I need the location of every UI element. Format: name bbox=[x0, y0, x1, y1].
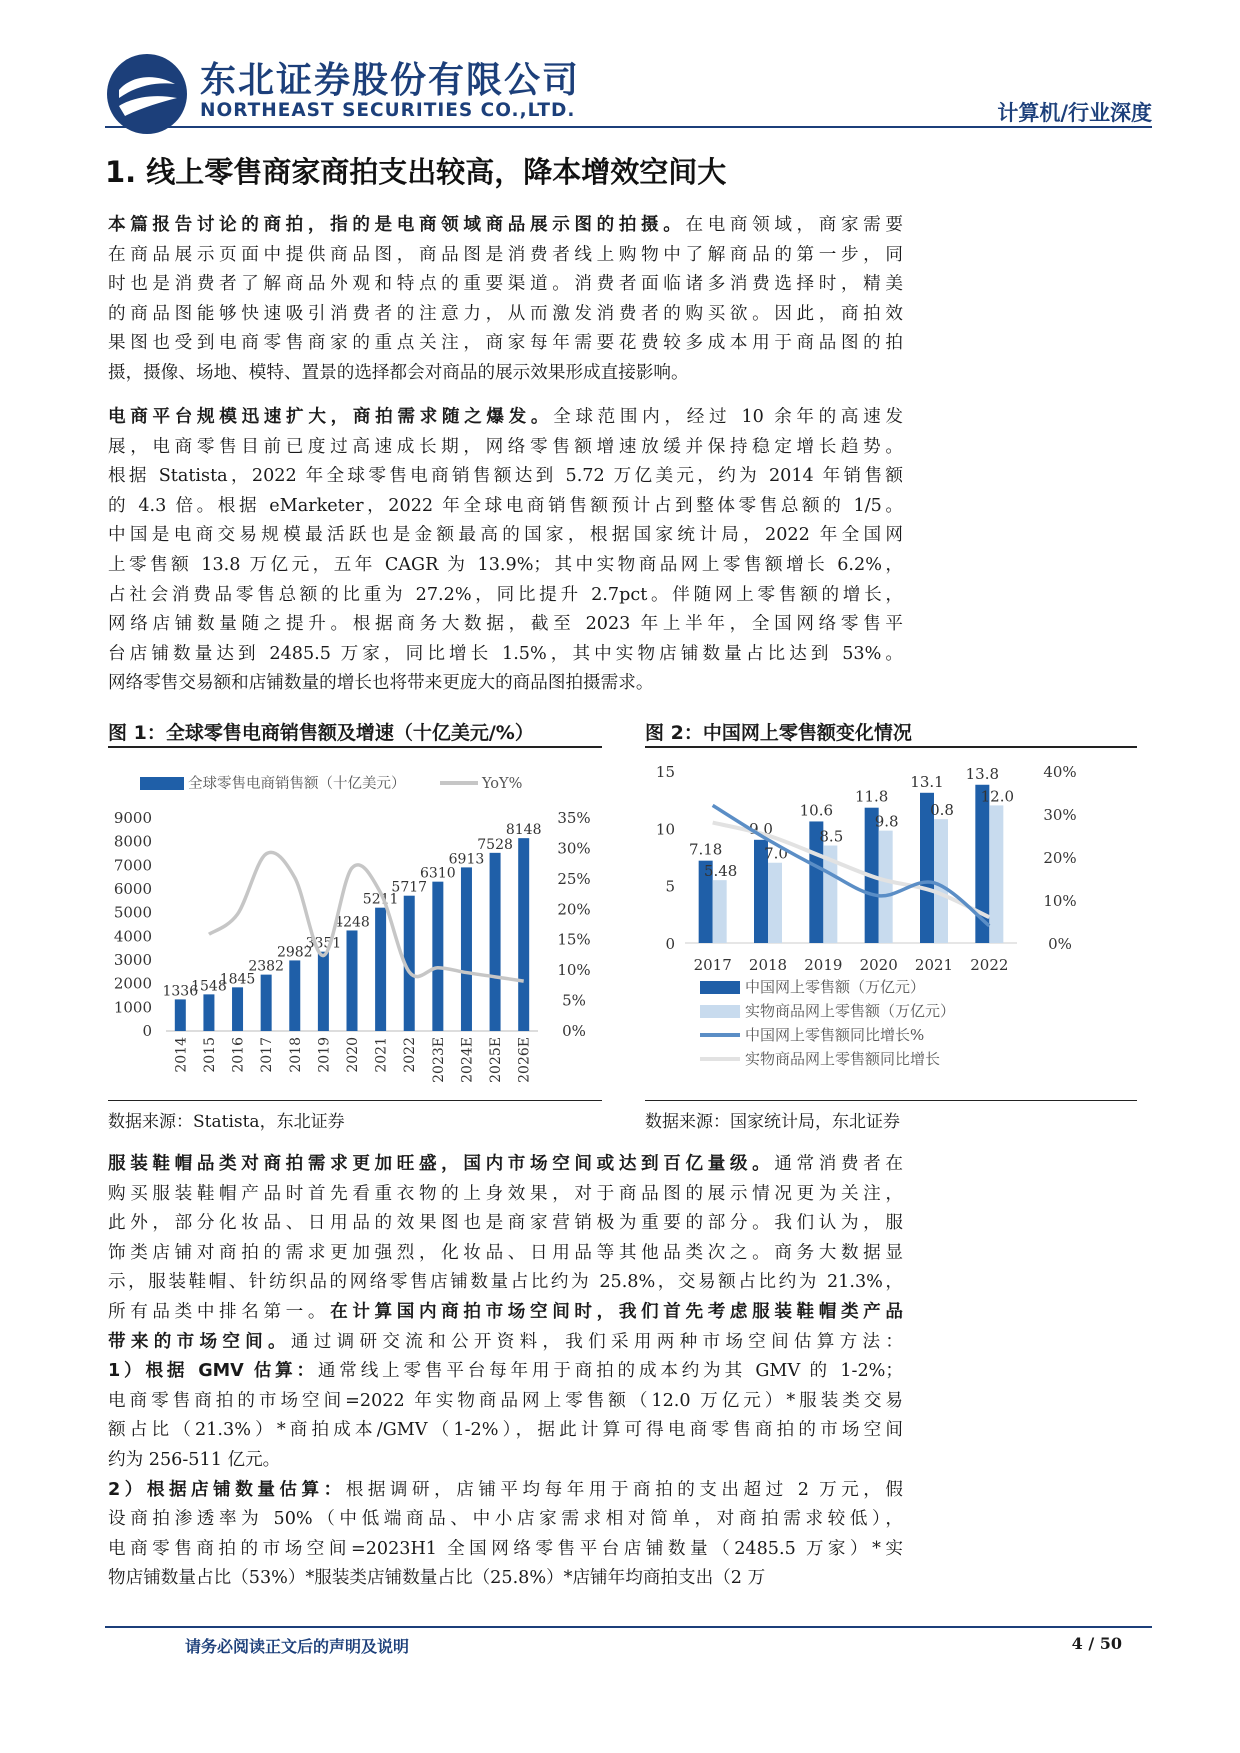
text-span: 全球范围内，经过 10 余年的高速发 bbox=[553, 407, 903, 427]
bar bbox=[175, 999, 186, 1031]
x-tick-label: 2023E bbox=[430, 1037, 447, 1083]
text-span: 设商拍渗透率为 50%（中低端商品、中小店家需求相对简单，对商拍需求较低）， bbox=[108, 1509, 903, 1530]
y-tick-label: 3000 bbox=[113, 951, 152, 969]
bar bbox=[232, 987, 243, 1031]
text-line bbox=[108, 1564, 903, 1594]
y2-tick-label: 30% bbox=[557, 839, 591, 858]
bold-text: 服装鞋帽品类对商拍需求更加旺盛，国内市场空间或达到百亿量级。 bbox=[108, 1154, 775, 1174]
legend-swatch bbox=[700, 981, 740, 994]
paragraph-1 bbox=[108, 211, 903, 389]
header-divider bbox=[105, 126, 1152, 128]
text-line: 在商品展示页面中提供商品图，商品图是消费者线上购物中了解商品的第一步，同 bbox=[108, 244, 903, 265]
text-line bbox=[108, 1535, 903, 1565]
y2-tick-label: 40% bbox=[1043, 763, 1077, 781]
y-tick-label: 2000 bbox=[113, 974, 152, 993]
bar-value-label: 2382 bbox=[248, 958, 284, 975]
x-tick-label: 2019 bbox=[804, 956, 843, 974]
text-line bbox=[108, 1357, 903, 1387]
y-tick-label: 4000 bbox=[113, 927, 152, 946]
text-line: 占社会消费品零售总额的比重为 27.2%，同比提升 2.7pct。伴随网上零售额的增长， bbox=[108, 584, 903, 605]
legend-line-label: YoY% bbox=[482, 776, 523, 792]
bar-physical-goods bbox=[934, 819, 948, 943]
page-number: 4 / 50 bbox=[1071, 1634, 1122, 1653]
text-span: 电商零售商拍的市场空间=2022 年实物商品网上零售额（12.0 万亿元）*服装类交易 bbox=[108, 1390, 903, 1411]
text-line bbox=[108, 1476, 903, 1506]
text-span: 通常线上零售平台每年用于商拍的成本约为其 GMV 的 1-2%； bbox=[317, 1361, 903, 1382]
y-tick-label: 5000 bbox=[113, 903, 152, 922]
text-line bbox=[108, 1446, 903, 1476]
x-tick-label: 2020 bbox=[859, 956, 898, 974]
text-span: 通常消费者在 bbox=[774, 1154, 903, 1174]
x-tick-label: 2021 bbox=[914, 956, 954, 974]
y-tick-label: 10 bbox=[655, 820, 675, 839]
bar bbox=[289, 960, 300, 1031]
paragraph-2 bbox=[108, 403, 903, 699]
y2-tick-label: 25% bbox=[557, 869, 591, 888]
bar bbox=[461, 867, 472, 1031]
bold-text: 带来的市场空间。 bbox=[108, 1331, 291, 1352]
y-tick-label: 0 bbox=[142, 1022, 152, 1040]
x-tick-label: 2021 bbox=[373, 1037, 390, 1073]
x-tick-label: 2019 bbox=[316, 1037, 333, 1073]
text-span: 约为 256-511 亿元。 bbox=[108, 1449, 281, 1470]
figure-1-chart bbox=[108, 750, 602, 1095]
y2-tick-label: 0% bbox=[562, 1022, 586, 1040]
text-line bbox=[108, 1298, 903, 1328]
y2-tick-label: 0% bbox=[1048, 935, 1072, 953]
text-span: 根据调研，店铺平均每年用于商拍的支出超过 2 万元，假 bbox=[345, 1479, 903, 1500]
y2-tick-label: 20% bbox=[1043, 849, 1077, 867]
text-line: 的 4.3 倍。根据 eMarketer，2022 年全球电商销售额预计占到整体零售总额的 1/5。 bbox=[108, 495, 903, 516]
y-tick-label: 5 bbox=[665, 877, 675, 896]
bar-value-label: 7.18 bbox=[688, 840, 723, 859]
text-line bbox=[108, 1180, 903, 1210]
text-line bbox=[108, 1209, 903, 1239]
text-line bbox=[108, 1387, 903, 1417]
bar bbox=[261, 975, 272, 1031]
bar-value-label: 12.0 bbox=[980, 787, 1015, 806]
bar-value-label: 6310 bbox=[420, 865, 456, 882]
x-tick-label: 2026E bbox=[516, 1037, 533, 1083]
bar-value-label: 1845 bbox=[219, 971, 256, 988]
bar-value-label: 5211 bbox=[362, 891, 399, 908]
x-tick-label: 2022 bbox=[402, 1037, 419, 1073]
text-line bbox=[108, 1150, 903, 1180]
bar-value-label: 9.8 bbox=[874, 812, 899, 831]
text-span: 额占比（21.3%）*商拍成本/GMV（1-2%），据此计算可得电商零售商拍的市场空间 bbox=[108, 1420, 903, 1441]
bold-text: 2）根据店铺数量估算： bbox=[108, 1479, 346, 1500]
text-line: 果图也受到电商零售商家的重点关注，商家每年需要花费较多成本用于商品图的拍 bbox=[108, 333, 903, 354]
footer-disclaimer: 请务必阅读正文后的声明及说明 bbox=[185, 1637, 410, 1656]
legend-label: 中国网上零售额同比增长% bbox=[745, 1026, 925, 1044]
x-tick-label: 2017 bbox=[259, 1037, 276, 1073]
x-tick-label: 2018 bbox=[748, 956, 788, 974]
bar bbox=[375, 908, 386, 1031]
x-tick-label: 2018 bbox=[287, 1037, 304, 1073]
y-tick-label: 6000 bbox=[113, 880, 152, 898]
bar-value-label: 0.8 bbox=[930, 801, 954, 820]
text-line: 时也是消费者了解商品外观和特点的重要渠道。消费者面临诸多消费选择时，精美 bbox=[108, 274, 903, 295]
text-line: 网络店铺数量随之提升。根据商务大数据，截至 2023 年上半年，全国网络零售平 bbox=[108, 614, 903, 635]
bar-value-label: 4248 bbox=[334, 914, 370, 931]
bar-physical-goods bbox=[989, 805, 1003, 943]
bold-text: 1）根据 GMV 估算： bbox=[108, 1361, 318, 1382]
text-line: 展，电商零售目前已度过高速成长期，网络零售额增速放缓并保持稳定增长趋势。 bbox=[108, 436, 903, 457]
legend-bar-swatch bbox=[140, 777, 184, 790]
y2-tick-label: 10% bbox=[557, 961, 591, 980]
text-line: 根据 Statista，2022 年全球零售电商销售额达到 5.72 万亿美元，约为 2014 年销售额 bbox=[108, 466, 903, 487]
company-name-cn: 东北证券股份有限公司 bbox=[200, 60, 581, 101]
x-tick-label: 2014 bbox=[173, 1037, 190, 1073]
y-tick-label: 1000 bbox=[113, 998, 152, 1017]
text-line bbox=[108, 1505, 903, 1535]
text-line: 网络零售交易额和店铺数量的增长也将带来更庞大的商品图拍摄需求。 bbox=[108, 673, 654, 694]
y-tick-label: 15 bbox=[655, 763, 675, 781]
bar-value-label: 1336 bbox=[162, 983, 199, 1000]
bar-value-label: 8148 bbox=[505, 822, 542, 839]
x-tick-label: 2015 bbox=[201, 1037, 218, 1073]
bold-text: 在计算国内商拍市场空间时，我们首先考虑服装鞋帽类产品 bbox=[330, 1301, 903, 1322]
figure-2-source: 数据来源：国家统计局，东北证券 bbox=[645, 1112, 900, 1132]
bar bbox=[203, 994, 214, 1031]
bar-physical-goods bbox=[879, 831, 893, 943]
bar-value-label: 5717 bbox=[391, 879, 428, 896]
bar bbox=[490, 853, 501, 1031]
x-tick-label: 2025E bbox=[488, 1037, 505, 1083]
text-line bbox=[108, 1239, 903, 1269]
legend-swatch bbox=[700, 1005, 740, 1018]
bar-value-label: 6913 bbox=[448, 851, 485, 868]
legend-label: 实物商品网上零售额（万亿元） bbox=[745, 1002, 956, 1020]
y-tick-label: 9000 bbox=[113, 809, 152, 827]
text-span: 饰类店铺对商拍的需求更加强烈，化妆品、日用品等其他品类次之。商务大数据显 bbox=[108, 1242, 903, 1263]
legend-label: 中国网上零售额（万亿元） bbox=[745, 978, 926, 996]
section-title: 1. 线上零售商家商拍支出较高，降本增效空间大 bbox=[105, 155, 727, 189]
bar bbox=[432, 882, 443, 1031]
y2-tick-label: 30% bbox=[1043, 806, 1077, 824]
text-span: 所有品类中排名第一。 bbox=[108, 1301, 331, 1322]
bar-value-label: 7.0 bbox=[764, 844, 788, 863]
figure-2-chart bbox=[645, 750, 1137, 1095]
text-line: 台店铺数量达到 2485.5 万家，同比增长 1.5%，其中实物店铺数量占比达到 53%。 bbox=[108, 643, 903, 664]
bar bbox=[318, 952, 329, 1031]
bar-physical-goods bbox=[768, 863, 782, 943]
bar-value-label: 1548 bbox=[191, 978, 227, 995]
text-span: 通过调研交流和公开资料，我们采用两种市场空间估算方法： bbox=[290, 1331, 903, 1352]
figure-1-rule bbox=[108, 746, 602, 748]
figure-2-rule bbox=[645, 746, 1137, 748]
bar-value-label: 11.8 bbox=[854, 787, 889, 806]
bar-value-label: 2982 bbox=[276, 944, 313, 961]
y2-tick-label: 20% bbox=[557, 900, 591, 919]
y-tick-label: 0 bbox=[665, 935, 675, 953]
bar bbox=[347, 930, 358, 1031]
text-span: 电商零售商拍的市场空间=2023H1 全国网络零售平台店铺数量（2485.5 万家）*实 bbox=[108, 1538, 903, 1559]
y2-tick-label: 10% bbox=[1043, 892, 1077, 910]
bar-value-label: 7528 bbox=[477, 836, 513, 853]
bar-value-label: 13.8 bbox=[965, 764, 1000, 783]
text-span: 示，服装鞋帽、针纺织品的网络零售店铺数量占比约为 25.8%，交易额占比约为 21.3%， bbox=[108, 1272, 903, 1293]
text-span: 购买服装鞋帽产品时首先看重衣物的上身效果，对于商品图的展示情况更为关注， bbox=[108, 1183, 903, 1204]
x-tick-label: 2022 bbox=[970, 956, 1009, 974]
bar-value-label: 10.6 bbox=[799, 801, 834, 820]
y-tick-label: 7000 bbox=[113, 856, 152, 875]
paragraph-lead: 电商平台规模迅速扩大，商拍需求随之爆发。 bbox=[108, 407, 554, 427]
bar-value-label: 13.1 bbox=[910, 772, 944, 791]
figure-2-title: 图 2：中国网上零售额变化情况 bbox=[645, 722, 912, 744]
text-line: 摄，摄像、场地、模特、置景的选择都会对商品的展示效果形成直接影响。 bbox=[108, 362, 689, 383]
y2-tick-label: 5% bbox=[562, 991, 586, 1010]
company-name-en: NORTHEAST SECURITIES CO.,LTD. bbox=[200, 100, 576, 121]
x-tick-label: 2024E bbox=[459, 1037, 476, 1083]
text-line bbox=[108, 211, 903, 241]
y-tick-label: 8000 bbox=[113, 832, 152, 851]
figure-1-bottom-rule bbox=[108, 1100, 602, 1101]
text-span: 物店铺数量占比（53%）*服装类店铺数量占比（25.8%）*店铺年均商拍支出（2 万 bbox=[108, 1568, 766, 1589]
company-logo bbox=[105, 52, 189, 136]
bar-value-label: 9.0 bbox=[749, 819, 773, 838]
figure-1-title: 图 1：全球零售电商销售额及增速（十亿美元/%） bbox=[108, 722, 534, 744]
text-line bbox=[108, 1416, 903, 1446]
figure-2-bottom-rule bbox=[645, 1100, 1137, 1101]
bar bbox=[518, 838, 529, 1031]
footer-divider bbox=[105, 1626, 1152, 1628]
paragraph-lead: 本篇报告讨论的商拍，指的是电商领域商品展示图的拍摄。 bbox=[108, 215, 686, 235]
x-tick-label: 2016 bbox=[230, 1037, 247, 1073]
bar-physical-goods bbox=[713, 880, 727, 943]
bar-value-label: 3351 bbox=[305, 935, 342, 952]
text-line bbox=[108, 1328, 903, 1358]
figure-1-source: 数据来源：Statista，东北证券 bbox=[108, 1112, 345, 1132]
y2-tick-label: 35% bbox=[557, 809, 591, 827]
text-line: 的商品图能够快速吸引消费者的注意力，从而激发消费者的购买欲。因此，商拍效 bbox=[108, 303, 903, 324]
text-line bbox=[108, 1268, 903, 1298]
bar-value-label: 8.5 bbox=[819, 827, 844, 846]
text-line: 中国是电商交易规模最活跃也是金额最高的国家，根据国家统计局，2022 年全国网 bbox=[108, 525, 903, 546]
paragraph-3 bbox=[108, 1150, 903, 1594]
text-line bbox=[108, 403, 903, 433]
legend-label: 实物商品网上零售额同比增长 bbox=[745, 1050, 941, 1068]
x-tick-label: 2020 bbox=[345, 1037, 361, 1073]
text-span: 此外，部分化妆品、日用品的效果图也是商家营销极为重要的部分。我们认为，服 bbox=[108, 1213, 903, 1234]
text-span: 在电商领域，商家需要 bbox=[685, 215, 903, 235]
report-category: 计算机/行业深度 bbox=[997, 101, 1152, 125]
y2-tick-label: 15% bbox=[557, 930, 591, 949]
legend-bar-label: 全球零售电商销售额（十亿美元） bbox=[188, 776, 406, 792]
x-tick-label: 2017 bbox=[693, 956, 732, 974]
bar-value-label: 5.48 bbox=[703, 862, 738, 881]
text-line: 上零售额 13.8 万亿元，五年 CAGR 为 13.9%；其中实物商品网上零售额增长 6.2%， bbox=[108, 554, 903, 575]
